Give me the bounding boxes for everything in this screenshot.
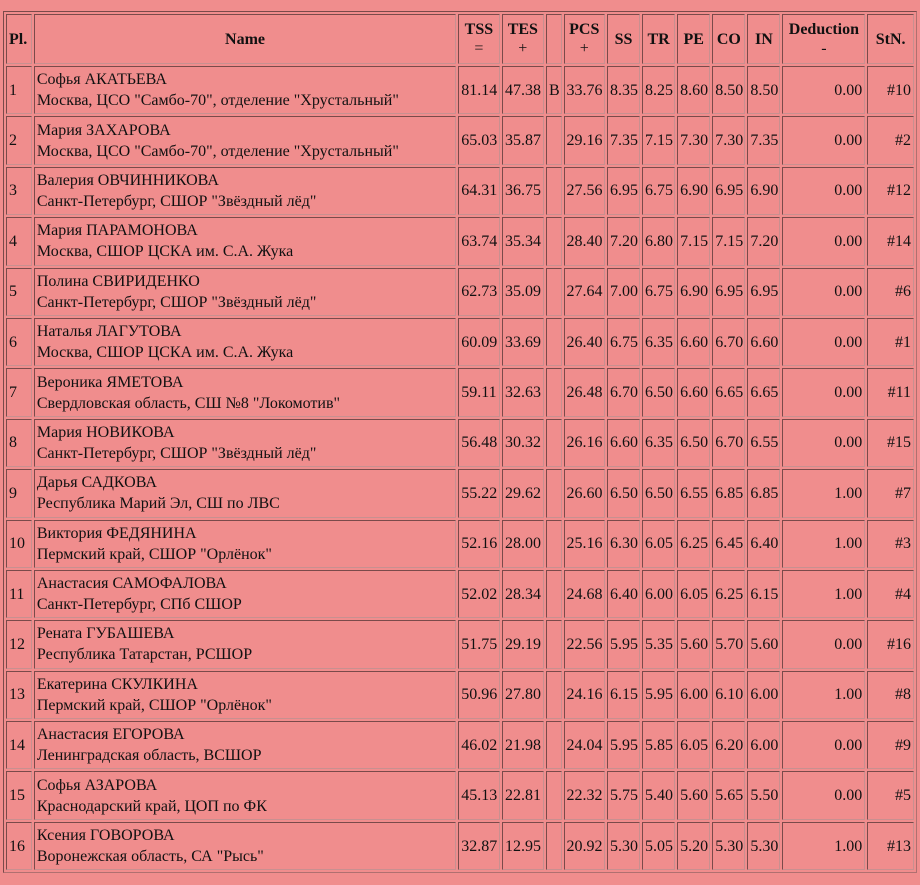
header-ss: SS	[607, 14, 640, 64]
skater-club: Воронежская область, СА "Рысь"	[36, 848, 264, 866]
cell-tss: 65.03	[458, 116, 499, 164]
cell-name	[34, 520, 456, 568]
header-tss-sub: =	[474, 40, 484, 57]
cell-in: 6.65	[747, 368, 780, 416]
cell-pe: 6.90	[677, 167, 710, 215]
skater-club: Москва, СШОР ЦСКА им. С.А. Жука	[36, 243, 294, 261]
cell-tr: 8.25	[642, 66, 675, 114]
cell-pl: 11	[6, 570, 32, 618]
cell-co: 6.20	[712, 721, 745, 769]
skater-name: Валерия ОВЧИННИКОВА	[36, 171, 219, 189]
table-row	[6, 268, 914, 316]
skater-name: Полина СВИРИДЕНКО	[36, 272, 200, 290]
cell-in: 7.35	[747, 116, 780, 164]
table-row	[6, 318, 914, 366]
cell-co: 6.25	[712, 570, 745, 618]
cell-co: 6.95	[712, 268, 745, 316]
skater-club: Москва, СШОР ЦСКА им. С.А. Жука	[36, 344, 294, 362]
cell-pl: 2	[6, 116, 32, 164]
header-pcs-sub: +	[579, 40, 589, 57]
cell-tr: 5.85	[642, 721, 675, 769]
cell-deduction: 0.00	[782, 116, 865, 164]
cell-co: 6.70	[712, 318, 745, 366]
table-row	[6, 721, 914, 769]
cell-deduction: 1.00	[782, 570, 865, 618]
cell-tr: 6.50	[642, 469, 675, 517]
cell-name	[34, 419, 456, 467]
cell-tes: 21.98	[502, 721, 544, 769]
skater-name: Мария НОВИКОВА	[36, 423, 175, 441]
cell-pcs: 29.16	[564, 116, 605, 164]
cell-stn: #16	[867, 620, 914, 668]
cell-ss: 7.00	[607, 268, 640, 316]
cell-tss: 59.11	[458, 368, 499, 416]
table-row	[6, 570, 914, 618]
cell-pl: 6	[6, 318, 32, 366]
skater-name: Екатерина СКУЛКИНА	[36, 675, 198, 693]
cell-ss: 5.30	[607, 822, 640, 870]
cell-pl: 8	[6, 419, 32, 467]
header-tss	[458, 14, 499, 64]
cell-pl: 13	[6, 671, 32, 719]
cell-co: 6.65	[712, 368, 745, 416]
cell-in: 7.20	[747, 217, 780, 265]
cell-tss: 50.96	[458, 671, 499, 719]
table-row	[6, 116, 914, 164]
cell-stn: #7	[867, 469, 914, 517]
cell-tr: 5.40	[642, 771, 675, 819]
cell-pe: 6.50	[677, 419, 710, 467]
cell-tss: 52.16	[458, 520, 499, 568]
skater-club: Ленинградская область, ВСШОР	[36, 747, 262, 765]
cell-deduction: 1.00	[782, 671, 865, 719]
header-name: Name	[34, 14, 456, 64]
cell-flag	[546, 671, 562, 719]
skater-club: Свердловская область, СШ №8 "Локомотив"	[36, 394, 341, 412]
cell-pl: 10	[6, 520, 32, 568]
cell-tr: 5.95	[642, 671, 675, 719]
cell-pcs: 26.60	[564, 469, 605, 517]
cell-name	[34, 469, 456, 517]
skater-name: Анастасия САМОФАЛОВА	[36, 575, 227, 593]
table-row	[6, 217, 914, 265]
cell-tss: 64.31	[458, 167, 499, 215]
cell-tes: 33.69	[502, 318, 544, 366]
cell-tss: 46.02	[458, 721, 499, 769]
cell-pe: 7.15	[677, 217, 710, 265]
cell-deduction: 0.00	[782, 318, 865, 366]
cell-flag	[546, 318, 562, 366]
cell-pe: 6.00	[677, 671, 710, 719]
cell-deduction: 0.00	[782, 721, 865, 769]
skater-club: Санкт-Петербург, СПб СШОР	[36, 596, 242, 614]
cell-stn: #5	[867, 771, 914, 819]
cell-pe: 5.60	[677, 771, 710, 819]
cell-pe: 6.05	[677, 570, 710, 618]
cell-in: 6.85	[747, 469, 780, 517]
cell-name	[34, 217, 456, 265]
cell-ss: 5.95	[607, 721, 640, 769]
cell-stn: #12	[867, 167, 914, 215]
cell-pcs: 22.32	[564, 771, 605, 819]
skater-name: Мария ЗАХАРОВА	[36, 121, 171, 139]
skater-name: Вероника ЯМЕТОВА	[36, 373, 184, 391]
cell-tr: 6.75	[642, 268, 675, 316]
cell-in: 6.60	[747, 318, 780, 366]
cell-in: 5.50	[747, 771, 780, 819]
header-tes	[502, 14, 544, 64]
cell-tes: 29.19	[502, 620, 544, 668]
cell-pe: 6.05	[677, 721, 710, 769]
cell-deduction: 0.00	[782, 620, 865, 668]
cell-pcs: 28.40	[564, 217, 605, 265]
cell-flag	[546, 368, 562, 416]
header-pcs	[564, 14, 605, 64]
cell-pcs: 26.16	[564, 419, 605, 467]
skater-name: Софья АКАТЬЕВА	[36, 71, 167, 89]
cell-name	[34, 721, 456, 769]
cell-co: 6.45	[712, 520, 745, 568]
cell-deduction: 1.00	[782, 822, 865, 870]
cell-tr: 6.80	[642, 217, 675, 265]
cell-tr: 7.15	[642, 116, 675, 164]
table-row	[6, 419, 914, 467]
cell-ss: 6.30	[607, 520, 640, 568]
cell-flag	[546, 721, 562, 769]
cell-name	[34, 66, 456, 114]
cell-co: 5.70	[712, 620, 745, 668]
table-row	[6, 469, 914, 517]
cell-ss: 5.75	[607, 771, 640, 819]
skater-club: Республика Марий Эл, СШ по ЛВС	[36, 495, 280, 513]
cell-flag	[546, 469, 562, 517]
cell-tes: 35.09	[502, 268, 544, 316]
cell-tss: 51.75	[458, 620, 499, 668]
cell-stn: #6	[867, 268, 914, 316]
results-table	[3, 11, 917, 873]
cell-tss: 56.48	[458, 419, 499, 467]
cell-co: 6.95	[712, 167, 745, 215]
skater-club: Пермский край, СШОР "Орлёнок"	[36, 545, 272, 563]
cell-tr: 6.75	[642, 167, 675, 215]
cell-pl: 16	[6, 822, 32, 870]
skater-club: Санкт-Петербург, СШОР "Звёздный лёд"	[36, 444, 317, 462]
cell-pcs: 24.04	[564, 721, 605, 769]
header-flag	[546, 14, 562, 64]
cell-ss: 8.35	[607, 66, 640, 114]
cell-deduction: 0.00	[782, 268, 865, 316]
cell-in: 6.55	[747, 419, 780, 467]
skater-name: Софья АЗАРОВА	[36, 776, 158, 794]
cell-name	[34, 368, 456, 416]
cell-tr: 5.35	[642, 620, 675, 668]
skater-club: Санкт-Петербург, СШОР "Звёздный лёд"	[36, 293, 317, 311]
cell-stn: #13	[867, 822, 914, 870]
cell-deduction: 1.00	[782, 520, 865, 568]
cell-pl: 15	[6, 771, 32, 819]
cell-flag	[546, 167, 562, 215]
cell-name	[34, 771, 456, 819]
cell-tes: 28.00	[502, 520, 544, 568]
skater-club: Санкт-Петербург, СШОР "Звёздный лёд"	[36, 192, 317, 210]
cell-tes: 32.63	[502, 368, 544, 416]
header-pe: PE	[677, 14, 710, 64]
cell-flag	[546, 620, 562, 668]
skater-name: Рената ГУБАШЕВА	[36, 625, 175, 643]
skater-name: Ксения ГОВОРОВА	[36, 827, 175, 845]
cell-pcs: 26.48	[564, 368, 605, 416]
cell-name	[34, 822, 456, 870]
cell-co: 6.85	[712, 469, 745, 517]
cell-pe: 6.55	[677, 469, 710, 517]
cell-tes: 28.34	[502, 570, 544, 618]
cell-pe: 6.60	[677, 318, 710, 366]
cell-tes: 30.32	[502, 419, 544, 467]
cell-in: 6.15	[747, 570, 780, 618]
cell-tss: 63.74	[458, 217, 499, 265]
cell-name	[34, 116, 456, 164]
cell-flag	[546, 268, 562, 316]
table-row	[6, 368, 914, 416]
skater-name: Анастасия ЕГОРОВА	[36, 726, 185, 744]
cell-pl: 12	[6, 620, 32, 668]
header-tr: TR	[642, 14, 675, 64]
cell-stn: #15	[867, 419, 914, 467]
cell-pe: 6.90	[677, 268, 710, 316]
cell-tss: 52.02	[458, 570, 499, 618]
table-row	[6, 167, 914, 215]
cell-ss: 6.70	[607, 368, 640, 416]
cell-tes: 29.62	[502, 469, 544, 517]
cell-tss: 62.73	[458, 268, 499, 316]
cell-flag	[546, 822, 562, 870]
header-deduction	[782, 14, 865, 64]
cell-flag	[546, 520, 562, 568]
skater-club: Москва, ЦСО "Самбо-70", отделение "Хрустальный"	[36, 142, 399, 160]
header-stn: StN.	[867, 14, 914, 64]
header-deduction-sub: -	[821, 40, 827, 57]
cell-flag	[546, 771, 562, 819]
cell-tes: 27.80	[502, 671, 544, 719]
skater-club: Москва, ЦСО "Самбо-70", отделение "Хрустальный"	[36, 92, 399, 110]
cell-tes: 47.38	[502, 66, 544, 114]
cell-tr: 5.05	[642, 822, 675, 870]
skater-club: Краснодарский край, ЦОП по ФК	[36, 797, 267, 815]
cell-co: 8.50	[712, 66, 745, 114]
cell-pcs: 24.16	[564, 671, 605, 719]
cell-tss: 32.87	[458, 822, 499, 870]
cell-pl: 3	[6, 167, 32, 215]
cell-co: 6.10	[712, 671, 745, 719]
cell-stn: #11	[867, 368, 914, 416]
cell-pl: 9	[6, 469, 32, 517]
cell-pcs: 24.68	[564, 570, 605, 618]
cell-stn: #2	[867, 116, 914, 164]
cell-name	[34, 268, 456, 316]
cell-co: 6.70	[712, 419, 745, 467]
cell-stn: #4	[867, 570, 914, 618]
cell-stn: #3	[867, 520, 914, 568]
cell-flag	[546, 217, 562, 265]
header-pl: Pl.	[6, 14, 32, 64]
cell-ss: 6.50	[607, 469, 640, 517]
cell-tes: 35.87	[502, 116, 544, 164]
cell-pcs: 27.56	[564, 167, 605, 215]
cell-pl: 14	[6, 721, 32, 769]
cell-tss: 60.09	[458, 318, 499, 366]
cell-pe: 5.60	[677, 620, 710, 668]
cell-name	[34, 318, 456, 366]
skater-name: Наталья ЛАГУТОВА	[36, 323, 182, 341]
cell-name	[34, 671, 456, 719]
cell-ss: 6.40	[607, 570, 640, 618]
cell-stn: #14	[867, 217, 914, 265]
cell-co: 7.15	[712, 217, 745, 265]
cell-deduction: 1.00	[782, 469, 865, 517]
cell-co: 5.30	[712, 822, 745, 870]
cell-tss: 45.13	[458, 771, 499, 819]
cell-in: 6.90	[747, 167, 780, 215]
cell-pcs: 27.64	[564, 268, 605, 316]
cell-deduction: 0.00	[782, 217, 865, 265]
cell-stn: #9	[867, 721, 914, 769]
cell-ss: 6.95	[607, 167, 640, 215]
cell-ss: 6.60	[607, 419, 640, 467]
table-row	[6, 822, 914, 870]
header-row	[6, 14, 914, 64]
cell-pcs: 33.76	[564, 66, 605, 114]
cell-pcs: 20.92	[564, 822, 605, 870]
cell-tes: 35.34	[502, 217, 544, 265]
cell-deduction: 0.00	[782, 419, 865, 467]
cell-tes: 36.75	[502, 167, 544, 215]
header-tss-label: TSS	[464, 21, 494, 38]
cell-pe: 5.20	[677, 822, 710, 870]
header-co: CO	[712, 14, 745, 64]
cell-deduction: 0.00	[782, 771, 865, 819]
cell-pe: 6.25	[677, 520, 710, 568]
cell-deduction: 0.00	[782, 368, 865, 416]
cell-name	[34, 570, 456, 618]
cell-tr: 6.35	[642, 419, 675, 467]
cell-deduction: 0.00	[782, 167, 865, 215]
cell-tss: 81.14	[458, 66, 499, 114]
cell-pl: 7	[6, 368, 32, 416]
cell-stn: #10	[867, 66, 914, 114]
cell-tr: 6.00	[642, 570, 675, 618]
cell-ss: 7.20	[607, 217, 640, 265]
skater-name: Дарья САДКОВА	[36, 474, 157, 492]
header-in: IN	[747, 14, 780, 64]
header-tes-label: TES	[507, 21, 538, 38]
table-row	[6, 771, 914, 819]
cell-tss: 55.22	[458, 469, 499, 517]
cell-flag: B	[546, 66, 562, 114]
cell-in: 5.30	[747, 822, 780, 870]
header-deduction-label: Deduction	[788, 21, 859, 38]
cell-tes: 22.81	[502, 771, 544, 819]
cell-pe: 8.60	[677, 66, 710, 114]
cell-in: 5.60	[747, 620, 780, 668]
cell-ss: 5.95	[607, 620, 640, 668]
table-row	[6, 671, 914, 719]
cell-pcs: 26.40	[564, 318, 605, 366]
cell-pe: 7.30	[677, 116, 710, 164]
cell-tr: 6.50	[642, 368, 675, 416]
cell-in: 6.95	[747, 268, 780, 316]
skater-club: Пермский край, СШОР "Орлёнок"	[36, 696, 272, 714]
cell-pcs: 22.56	[564, 620, 605, 668]
cell-tr: 6.05	[642, 520, 675, 568]
table-row	[6, 520, 914, 568]
cell-pl: 4	[6, 217, 32, 265]
cell-stn: #1	[867, 318, 914, 366]
cell-ss: 7.35	[607, 116, 640, 164]
cell-pl: 1	[6, 66, 32, 114]
cell-ss: 6.75	[607, 318, 640, 366]
cell-deduction: 0.00	[782, 66, 865, 114]
header-tes-sub: +	[518, 40, 528, 57]
cell-in: 6.00	[747, 721, 780, 769]
cell-pl: 5	[6, 268, 32, 316]
cell-tes: 12.95	[502, 822, 544, 870]
skater-name: Виктория ФЕДЯНИНА	[36, 524, 197, 542]
cell-flag	[546, 570, 562, 618]
table-row	[6, 66, 914, 114]
header-pcs-label: PCS	[569, 21, 600, 38]
cell-in: 8.50	[747, 66, 780, 114]
cell-co: 7.30	[712, 116, 745, 164]
cell-flag	[546, 419, 562, 467]
cell-pcs: 25.16	[564, 520, 605, 568]
cell-name	[34, 620, 456, 668]
cell-in: 6.00	[747, 671, 780, 719]
cell-name	[34, 167, 456, 215]
cell-pe: 6.60	[677, 368, 710, 416]
table-row	[6, 620, 914, 668]
cell-in: 6.40	[747, 520, 780, 568]
cell-flag	[546, 116, 562, 164]
cell-ss: 6.15	[607, 671, 640, 719]
cell-co: 5.65	[712, 771, 745, 819]
skater-name: Мария ПАРАМОНОВА	[36, 222, 198, 240]
skater-club: Республика Татарстан, РСШОР	[36, 646, 253, 664]
cell-stn: #8	[867, 671, 914, 719]
cell-tr: 6.35	[642, 318, 675, 366]
